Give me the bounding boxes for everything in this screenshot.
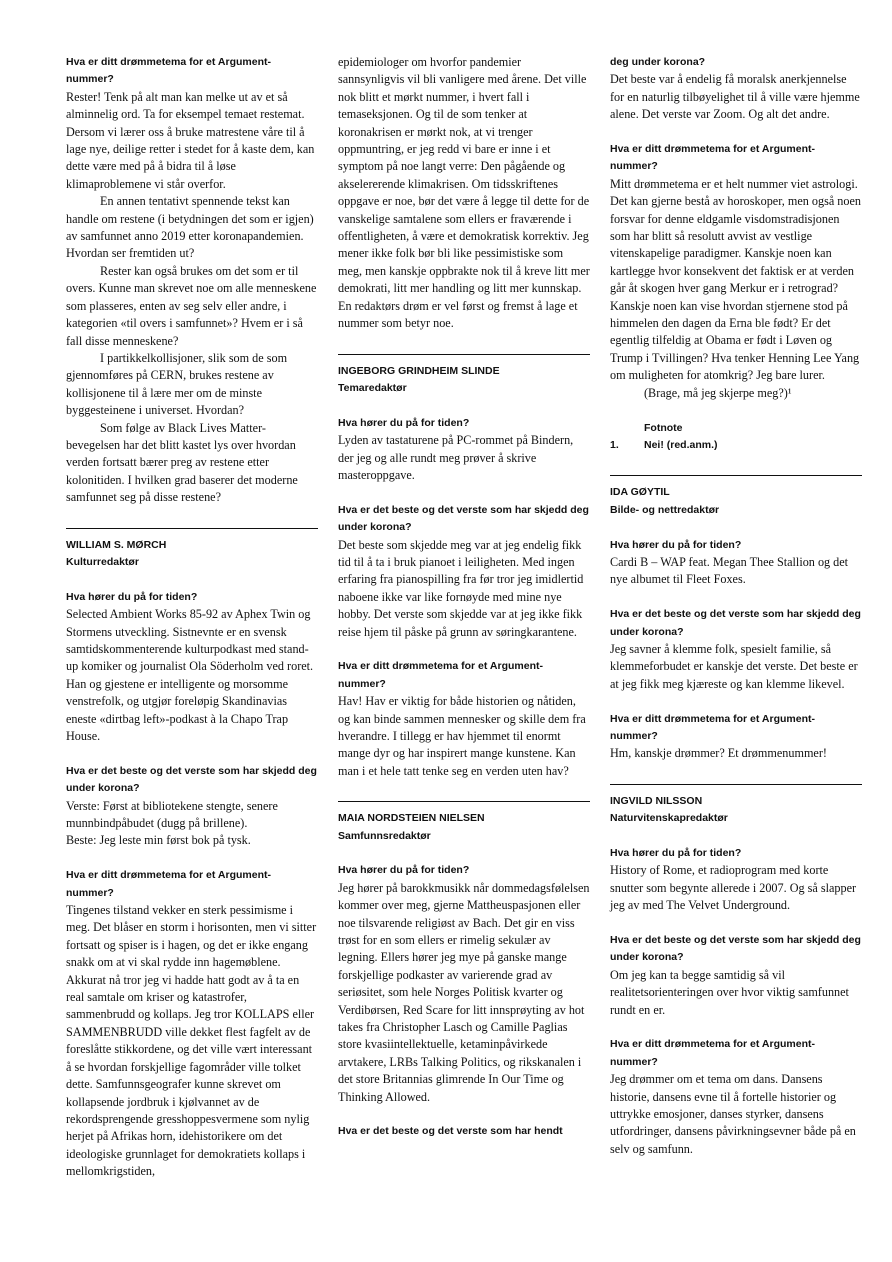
question-heading: Hva er ditt drømmetema for et Argument-nummer? (610, 712, 815, 742)
question-heading: Hva hører du på for tiden? (338, 416, 470, 429)
footnote-number: 1. (610, 438, 619, 451)
answer-paragraph: Verste: Først at bibliotekene stengte, senere munnbindpåbudet (dugg på brillene). (66, 798, 278, 831)
answer-paragraph: Hav! Hav er viktig for både historien og nåtiden, og kan binde sammen mennesker og skille dem fra hverandre. I tillegg er hav hjemmet til enormt mange dyr og har inspirert mange kunstene. Kan man i et hele tatt tenke seg en verden uten hav? (338, 694, 586, 778)
answer-paragraph: En annen tentativt spennende tekst kan handle om restene (i betydningen det som er igjen) av samfunnet anno 2019 etter koronapandemien. Hvordan ser fremtiden ut? (66, 194, 314, 261)
question-heading: Hva er ditt drømmetema for et Argument-nummer? (610, 143, 815, 173)
editor-role: Samfunnsredaktør (338, 829, 431, 842)
answer-paragraph: Om jeg kan ta begge samtidig så vil realitetsorienteringen over hvor viktig samfunnet rundt en er. (610, 967, 849, 1017)
column-2 (338, 54, 590, 1141)
answer-paragraph: Det beste som skjedde meg var at jeg endelig fikk tid til å ta i bruk pianoet i leiligheten. Med ingen erfaring fra pianospilling fra før tror jeg imidlertid naboene ikke var like fornøyde med mine nye hobby. Det verste som skjedde var at jeg ikke fikk reise hjem til påske på grunn av søringkarantene. (338, 537, 584, 639)
question-heading: Hva er det beste og det verste som har skjedd deg under korona? (610, 608, 861, 638)
answer-paragraph: Det beste var å endelig få moralsk anerkjennelse for en naturlig tilbøyelighet til å ville være hjemme alene. Det verste var Zoom. Og alt det andre. (610, 72, 860, 122)
answer-paragraph: (Brage, må jeg skjerpe meg?)¹ (644, 385, 792, 400)
answer-paragraph: I partikkelkollisjoner, slik som de som gjennomføres på CERN, brukes restene av kollisjonene til å lære mer om de minste byggesteinene i universet. Hvordan? (66, 350, 288, 418)
question-heading: deg under korona? (610, 56, 706, 68)
answer-paragraph: History of Rome, et radioprogram med korte snutter som begynte allerede i 2007. Og så slapper jeg av med The Velvet Underground. (610, 863, 857, 913)
editor-role: Naturvitenskapredaktør (610, 812, 728, 825)
footnote-text: Nei! (red.anm.) (644, 438, 718, 451)
answer-paragraph: Hm, kanskje drømmer? Et drømmenummer! (610, 746, 827, 761)
answer-paragraph: Rester! Tenk på alt man kan melke ut av et så alminnelig ord. Ta for eksempel temaet restemat. Dersom vi lærer oss å bruke matrestene våre til å lage nye, deilige retter i stedet for å kaste dem, kan dette være med på å bidra til å løse klimaproblemene vi står overfor. (66, 89, 315, 191)
answer-paragraph: Rester kan også brukes om det som er til overs. Kunne man skrevet noe om alle menneskene som plasseres, enten av seg selv eller andre, i kategorien «til overs i samfunnet»? Hvem er i så fall disse menneskene? (66, 263, 317, 348)
question-heading: Hva hører du på for tiden? (610, 538, 742, 551)
answer-paragraph: Jeg drømmer om et tema om dans. Dansens historie, dansens evne til å fortelle historier og uttrykke emosjoner, danses styrker, dansens utfordringer, dansens påvirkningsevner både på en selv og samfunn. (610, 1072, 856, 1156)
answer-paragraph: epidemiologer om hvorfor pandemier sannsynligvis vil bli vanligere med årene. Det ville nok blitt et mørkt nummer, i hvert fall i temaseksjonen. Og til de som tenker at koronakrisen er mørkt nok, at vi trenger oppmuntring, er jeg redd vi bare er inne i et symptom på noe langt verre: Den pågående og akselererende klimakrisen. Om tidsskriftenes oppgave er noe, bør det være å legge til dette for de vanskelige samtalene som ellers er fraværende i offentligheten, å være et demokratisk korrektiv. Jeg mener ikke folk bør bli like pessimistiske som meg, men kanskje oppbrakte nok til å kreve litt mer demokrati, litt mer handling og litt mer kunnskap. En redaktørs drøm er vel først og fremst å lage et nummer som betyr noe. (338, 55, 590, 331)
editor-role: Temaredaktør (338, 381, 407, 394)
section-divider (66, 528, 318, 529)
section-divider (610, 784, 862, 785)
question-heading: Hva hører du på for tiden? (338, 864, 470, 877)
answer-paragraph: Mitt drømmetema er et helt nummer viet astrologi. Det kan gjerne bestå av horoskoper, men også noen forsvar for denne eldgamle visdomstradisjonen som har blitt så resolutt avvist av vestlige vitenskapelige paradigmer. Kanskje noen kan kartlegge hvor konsekvent det faktisk er at verden går åt skogen hver gang Merkur er i retrograd? Kanskje noen kan vise hvordan stjernene stod på himmelen den dagen da Erna ble født? Er det egentlig tilfeldig at Obama er født i Løven og Trump i Tvillingen? Hva tenker Henning Lee Yang om muligheten for atomkrig? Jeg bare lurer. (610, 176, 861, 383)
question-heading: Hva er ditt drømmetema for et Argument-nummer? (338, 660, 543, 690)
footnote (610, 437, 862, 454)
editor-name: INGVILD NILSSON (610, 794, 703, 807)
answer-paragraph: Beste: Jeg leste min først bok på tysk. (66, 833, 251, 848)
answer-paragraph: Lyden av tastaturene på PC-rommet på Bindern, der jeg og alle rundt meg prøver å skrive masteroppgave. (338, 433, 574, 482)
question-heading: Hva er det beste og det verste som har skjedd deg under korona? (338, 503, 589, 534)
answer-paragraph: Som følge av Black Lives Matter-bevegelsen har det blitt kastet lys over hvordan verden fortsatt bærer preg av restene etter kolonitiden. I hvilken grad baserer det moderne samfunnet seg på disse restene? (66, 420, 298, 505)
editor-name: WILLIAM S. MØRCH (66, 538, 167, 551)
editor-role: Kulturredaktør (66, 555, 139, 568)
editor-name: IDA GØYTIL (610, 486, 670, 499)
question-heading: Hva er det beste og det verste som har hendt (338, 1125, 563, 1138)
answer-paragraph: Jeg hører på barokkmusikk når dommedagsfølelsen kommer over meg, gjerne Mattheuspasjonen eller noe tilsvarende religiøst av Bach. Det gir en viss trøst for en som ellers er rimelig sekulær av legning. Ellers hører jeg mye på ganske mange forskjellige podkaster av varierende grad av seriøsitet, som hele Norges Politisk kvarter og Verdibørsen, Red Scare for litt innsprøyting av hot takes fra Christopher Lasch og Camille Paglias store kvasiintellektuelle, ketaminpåvirkede arvtakere, LRBs Talking Politics, og rikskanalen i det store Britannias glimrende In Our Time og Thinking Allowed. (338, 880, 590, 1104)
section-divider (338, 801, 590, 802)
question-heading: Hva er ditt drømmetema for et Argument-nummer? (610, 1038, 815, 1068)
answer-paragraph: Selected Ambient Works 85-92 av Aphex Twin og Stormens utveckling. Sistnevnte er en svensk samtidskommenterende kulturpodkast med stand-up komiker og journalist Ola Söderholm ved roret. Han og gjestene er intelligente og morsomme venstrefolk, og utgjør foreløpig Skandinavias eneste «dirtbag left»-podkast à la Chapo Trap House. (66, 607, 314, 744)
section-divider (338, 354, 590, 355)
answer-paragraph: Tingenes tilstand vekker en sterk pessimisme i meg. Det blåser en storm i horisonten, men vi sitter fortsatt og spiser is i hagen, og det er ikke engang snakk om at vi skal rydde inn hagemøblene. Akkurat nå tror jeg vi hadde hatt godt av å ta en real samtale om kriser og katastrofer, sammenbrudd og kollaps. Jeg tror KOLLAPS eller SAMMENBRUDD ville dekket flest fagfelt av de foreslåtte stikkordene, og det ville vært interessant å se hvordan forskjellige fagområder ville tolket dette. Samfunnsgeografer kunne skrevet om kollapsende jordbruk i kjølvannet av de rekordsprengende gresshoppesvermene som nylig herjet på Afrikas horn, idehistorikere om det ideologiske grunnlaget for demokratiets kollaps i mellomkrigstiden, (66, 903, 317, 1179)
footnote-heading: Fotnote (644, 421, 683, 434)
editor-role: Bilde- og nettredaktør (610, 503, 720, 516)
editor-name: INGEBORG GRINDHEIM SLINDE (338, 364, 500, 377)
answer-paragraph: Jeg savner å klemme folk, spesielt familie, så klemmeforbudet er kanskje det verste. Det beste er at jeg fikk meg kjæreste og kan klemme likevel. (610, 641, 858, 691)
question-heading: Hva er det beste og det verste som har skjedd deg under korona? (610, 933, 861, 964)
section-divider (610, 475, 862, 476)
question-heading: Hva er ditt drømmetema for et Argument-nummer? (66, 869, 271, 899)
answer-paragraph: Cardi B – WAP feat. Megan Thee Stallion og det nye albumet til Fleet Foxes. (610, 554, 849, 587)
question-heading: Hva er det beste og det verste som har skjedd deg under korona? (66, 764, 317, 795)
question-heading: Hva er ditt drømmetema for et Argument-nummer? (66, 56, 271, 86)
question-heading: Hva hører du på for tiden? (66, 590, 198, 603)
editor-name: MAIA NORDSTEIEN NIELSEN (338, 812, 485, 825)
column-3 (610, 54, 862, 1158)
column-1 (66, 54, 318, 1181)
question-heading: Hva hører du på for tiden? (610, 846, 742, 859)
